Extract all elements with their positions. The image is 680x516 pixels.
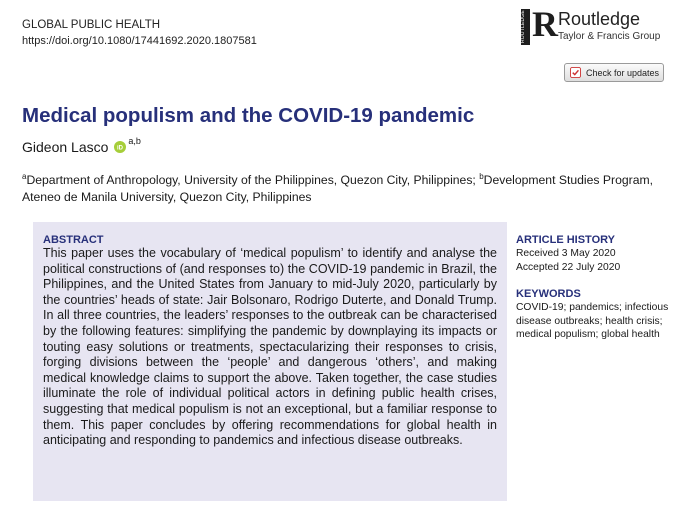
check-updates-label: Check for updates — [586, 67, 660, 78]
affiliation-a: Department of Anthropology, University of the Philippines, Quezon City, Philippines; — [26, 173, 480, 188]
accepted-date: Accepted 22 July 2020 — [516, 261, 621, 273]
publisher-name: Routledge — [558, 9, 641, 29]
keywords-text: COVID-19; pandemics; infectious disease outbreaks; health crisis; medical populism; global health — [516, 302, 669, 340]
affiliation-b: Development Studies Program, Ateneo de Manila University, Quezon City, Philippines — [22, 173, 654, 204]
affiliations — [22, 169, 662, 205]
routledge-logo — [521, 6, 671, 46]
orcid-icon[interactable] — [114, 141, 126, 153]
journal-header — [22, 17, 257, 49]
doi-link[interactable]: https://doi.org/10.1080/17441692.2020.1807581 — [22, 35, 257, 47]
author-name[interactable]: Gideon Lasco — [22, 139, 109, 155]
article-title: Medical populism and the COVID-19 pandemic — [22, 104, 475, 127]
check-for-updates-button[interactable] — [564, 63, 664, 82]
author-line — [22, 136, 141, 155]
publisher-group: Taylor & Francis Group — [558, 31, 661, 42]
publisher-bar — [521, 9, 530, 45]
abstract-text: This paper uses the vocabulary of ‘medical populism’ to identify and analyse the political constructions of (and responses to) the COVID-19 pandemic in Brazil, the Philippines, and the United States from January to mid-July 2020, particularly by the countries’ heads of state: Jair Bolsonaro, Rodrigo Duterte, and Donald Trump. In all three countries, the leaders’ responses to the outbreak can be characterised by the following features: simplifying the pandemic by downplaying its impacts or touting easy solutions or treatments, spectacularizing their responses to crisis, forging divisions between the ‘people’ and dangerous ‘others’, and making medical knowledge claims to support the above. Taken together, the case studies illuminate the role of individual political actors in defining public health crises, suggesting that medical populism is not an exceptional, but a familiar response to them. This paper concludes by offering recommendations for global health in anticipating and responding to pandemics and infectious disease outbreaks. — [43, 246, 497, 448]
author-affil-marks: a,b — [128, 136, 141, 146]
affil-b-mark: b — [479, 172, 484, 181]
publisher-logo-letter: R — [532, 4, 558, 44]
svg-text:iD: iD — [117, 145, 124, 152]
keywords-heading: KEYWORDS — [516, 288, 581, 300]
article-sidebar — [516, 233, 676, 342]
keywords — [516, 287, 676, 342]
affil-a-mark: a — [22, 172, 27, 181]
journal-name: GLOBAL PUBLIC HEALTH — [22, 19, 161, 31]
check-updates-icon — [570, 67, 581, 78]
received-date: Received 3 May 2020 — [516, 248, 616, 259]
abstract-box — [33, 222, 507, 501]
abstract-heading: ABSTRACT — [43, 234, 104, 246]
article-history — [516, 233, 676, 274]
article-history-heading: ARTICLE HISTORY — [516, 234, 616, 246]
publisher-bar-text: ROUTLEDGE — [520, 10, 526, 44]
